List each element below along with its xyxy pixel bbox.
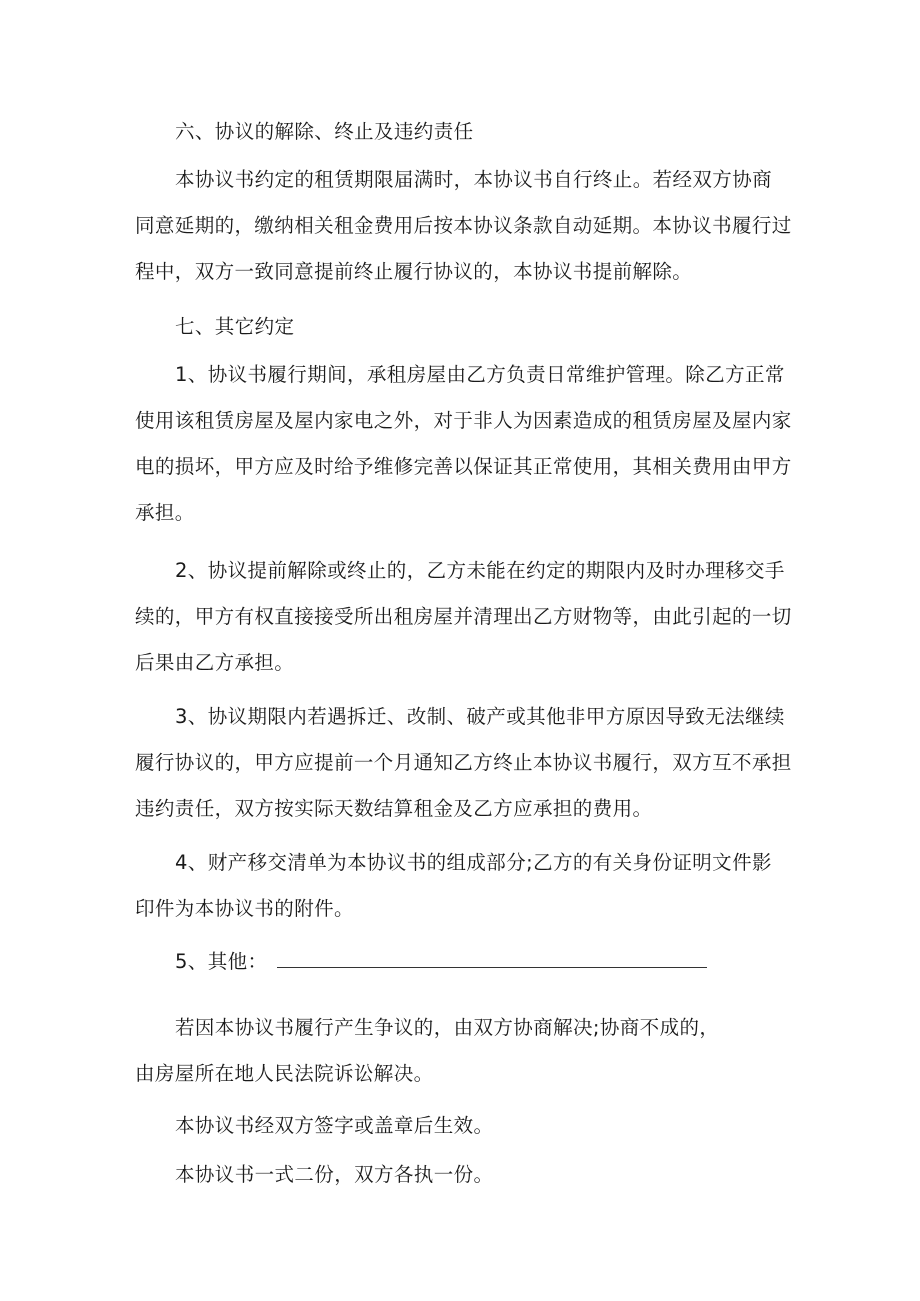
- item5-fill-blank: [277, 941, 707, 968]
- section7-item4: [135, 840, 772, 932]
- section6-line-1: 本协议书约定的租赁期限届满时，本协议书自行终止。若经双方协商: [175, 168, 773, 191]
- section7-item5: [175, 939, 707, 985]
- section6-line-3: 程中，双方一致同意提前终止履行协议的，本协议书提前解除。: [135, 260, 693, 283]
- section6-heading: 六、协议的解除、终止及违约责任: [175, 120, 474, 143]
- item3-line-2: 履行协议的，甲方应提前一个月通知乙方终止本协议书履行，双方互不承担: [135, 751, 792, 774]
- copies-clause: 本协议书一式二份，双方各执一份。: [175, 1163, 494, 1186]
- effective-clause: 本协议书经双方签字或盖章后生效。: [175, 1114, 494, 1137]
- section7-item2: [135, 548, 792, 686]
- item2-line-1: 2、协议提前解除或终止的，乙方未能在约定的期限内及时办理移交手: [175, 559, 785, 582]
- item3-line-1: 3、协议期限内若遇拆迁、改制、破产或其他非甲方原因导致无法继续: [175, 705, 785, 728]
- item2-line-3: 后果由乙方承担。: [135, 651, 295, 674]
- section7-heading: 七、其它约定: [175, 315, 295, 338]
- item4-line-2: 印件为本协议书的附件。: [135, 897, 354, 920]
- item5-label: 5、其他：: [175, 950, 268, 973]
- dispute-clause: [135, 1005, 719, 1097]
- section7-item1: [135, 352, 792, 536]
- item4-line-1: 4、财产移交清单为本协议书的组成部分;乙方的有关身份证明文件影: [175, 851, 772, 874]
- section6-paragraph: [135, 157, 792, 295]
- item1-line-2: 使用该租赁房屋及屋内家电之外，对于非人为因素造成的租赁房屋及屋内家: [135, 409, 792, 432]
- item3-line-3: 违约责任，双方按实际天数结算租金及乙方应承担的费用。: [135, 797, 653, 820]
- item1-line-4: 承担。: [135, 501, 195, 524]
- dispute-line-2: 由房屋所在地人民法院诉讼解决。: [135, 1062, 434, 1085]
- dispute-line-1: 若因本协议书履行产生争议的，由双方协商解决;协商不成的，: [175, 1016, 720, 1039]
- section6-line-2: 同意延期的，缴纳相关租金费用后按本协议条款自动延期。本协议书履行过: [135, 214, 792, 237]
- section7-item3: [135, 694, 792, 832]
- item2-line-2: 续的，甲方有权直接接受所出租房屋并清理出乙方财物等，由此引起的一切: [135, 605, 792, 628]
- item1-line-1: 1、协议书履行期间，承租房屋由乙方负责日常维护管理。除乙方正常: [175, 363, 785, 386]
- item1-line-3: 电的损坏，甲方应及时给予维修完善以保证其正常使用，其相关费用由甲方: [135, 455, 792, 478]
